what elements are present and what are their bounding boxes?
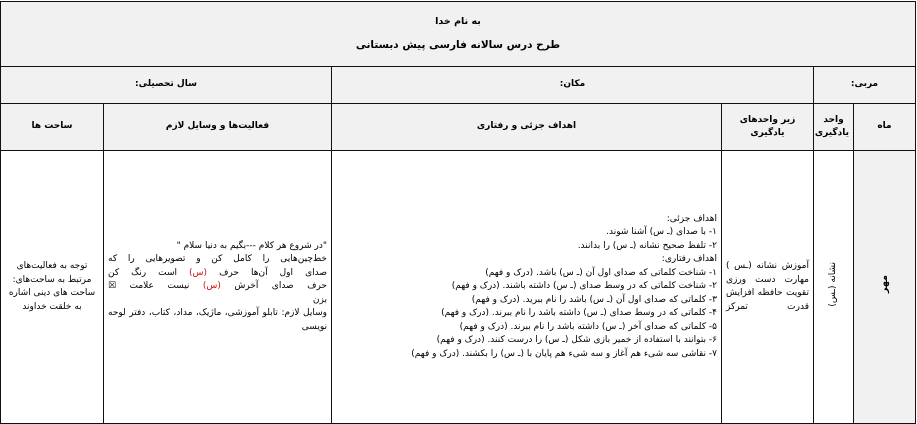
cell-goals	[332, 151, 722, 424]
detailed-goal-item: ۲- تلفظ صحیح نشانه (ـ س) را بدانند.	[577, 240, 717, 251]
behavioral-goal-item: ۳- کلماتی که صدای اول آن (ـ س) باشد را نام ببرید. (درک و فهم)	[471, 294, 717, 305]
column-header-month: ماه	[854, 104, 916, 151]
column-header-domains: ساحت ها	[1, 104, 104, 151]
cell-learning-subunits: آموزش نشانه (ـس ) مهارت دست ورزی تقویت حافظه افزایش قدرت تمرکز	[722, 151, 814, 424]
learning-unit-value: نشانه (ـس)	[828, 261, 838, 307]
behavioral-goal-item: ۶- بتوانند با استفاده از خمیر بازی شکل (ـ س) را درست کنند. (درک و فهم)	[436, 335, 717, 346]
activity-text: خط‌چین‌هایی را کامل کن و تصویرهایی را که	[108, 254, 327, 265]
behavioral-goal-item: ۱- شناخت کلماتی که صدای اول آن (ـ س) باشد. (درک و فهم)	[485, 267, 717, 278]
activity-text: حرف صدای آخرش	[220, 281, 327, 292]
activity-text: صدای اول آن‌ها حرف	[207, 267, 327, 278]
instructor-field[interactable]: مربی:	[814, 67, 916, 104]
activity-instruction-line-3	[108, 280, 327, 294]
column-header-goals: اهداف جزئی و رفتاری	[332, 104, 722, 151]
academic-year-field[interactable]: سال تحصیلی:	[1, 67, 332, 104]
behavioral-goals-heading: اهداف رفتاری:	[661, 254, 717, 265]
cell-learning-unit	[814, 151, 854, 424]
letter-highlight: (س)	[202, 281, 221, 292]
lesson-plan-sheet	[0, 1, 917, 423]
column-header-learning-unit: واحد یادگیری	[814, 104, 854, 151]
column-header-activities: فعالیت‌ها و وسایل لازم	[104, 104, 332, 151]
annual-lesson-plan-table	[0, 1, 916, 424]
cell-domains: توجه به فعالیت‌های مرتبط به ساحت‌های: ساحت های دینی اشاره به خلقت خداوند	[1, 151, 104, 424]
activity-instruction-line-4: بزن	[312, 294, 327, 305]
table-row	[1, 151, 916, 424]
activity-text: است رنگ کن	[108, 267, 190, 278]
title-row	[1, 2, 916, 67]
behavioral-goal-item: ۲- شناخت کلماتی که در وسط صدای (ـ س) داشته باشند. (درک و فهم)	[451, 281, 717, 292]
column-header-learning-subunits: زیر واحدهای یادگیری	[722, 104, 814, 151]
bismillah-line: به نام خدا	[435, 15, 481, 27]
month-value: مهر	[878, 275, 890, 294]
required-materials: وسایل لازم: تابلو آموزشی، ماژیک، مداد، کتاب، دفتر لوحه نویسی	[108, 308, 327, 332]
behavioral-goal-item: ۷- نقاشی سه شیء هم آغاز و سه شیء هم پایان با (ـ س) را بکشند. (درک و فهم)	[411, 348, 717, 359]
column-header-row	[1, 104, 916, 151]
document-title-cell	[1, 2, 916, 67]
cell-activities	[104, 151, 332, 424]
activity-instruction-line-2	[108, 267, 327, 281]
page-title: طرح درس سالانه فارسی پیش دبستانی	[355, 38, 561, 51]
activity-instruction-line-1	[108, 253, 327, 267]
letter-highlight: (س)	[189, 267, 208, 278]
detailed-goal-item: ۱- با صدای (ـ س) آشنا شوند.	[606, 227, 717, 238]
behavioral-goal-item: ۵- کلماتی که صدای آخر (ـ س) داشته باشد را نام ببرند. (درک و فهم)	[459, 321, 717, 332]
meta-row	[1, 67, 916, 104]
activity-quote: "در شروع هر کلام ---بگیم به دنیا سلام "	[176, 240, 327, 251]
checked-box-icon: ☒	[108, 281, 117, 292]
place-field[interactable]: مکان:	[332, 67, 814, 104]
cell-month	[854, 151, 916, 424]
activity-text: نیست علامت	[116, 281, 203, 292]
behavioral-goal-item: ۴- کلماتی که در وسط صدای (ـ س) داشته باشد را نام ببرند. (درک و فهم)	[441, 308, 717, 319]
detailed-goals-heading: اهداف جزئی:	[666, 213, 717, 224]
